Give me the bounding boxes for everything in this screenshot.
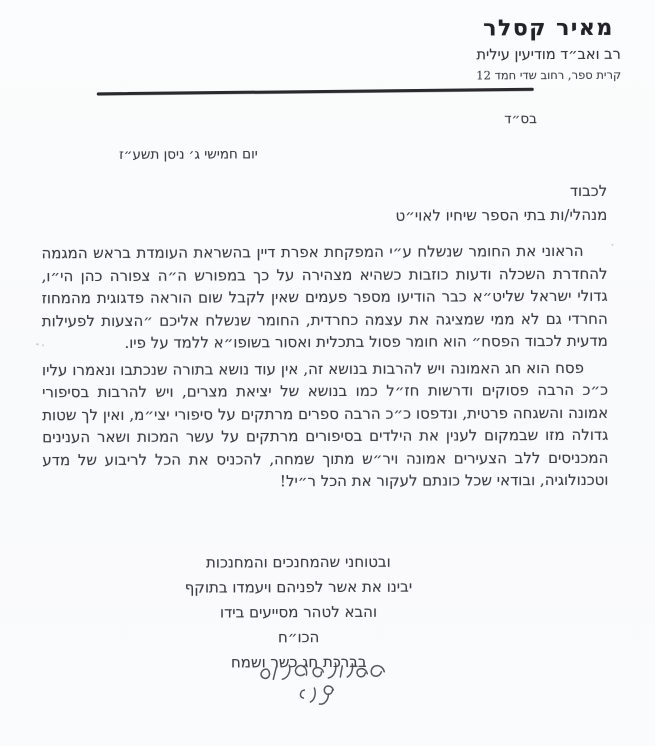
letterhead xyxy=(456,15,640,83)
body-paragraph-1: הראוני את החומר שנשלח ע״י המפקחת אפרת דיין בהשראת העומדת בראש המגמה להחדרת השכלה ודעות כוזבות כשהיא מצהירה על כך במפורש ה״ה צפורה כהן הי״ו, גדולי ישראל שליט״א כבר הודיעו מספר פעמים שאין לקבל שום הוראה פדגוגית מהמחוז החרדי גם לא ממי שמציגה את עצמה כחרדית, החומר שנשלח אליכם ״הצעות לפעילות מדעית לכבוד הפסח״ הוא חומר פסול בתכלית ואסור בשופו״א ללמד על פיו. xyxy=(41,241,608,352)
scan-speck xyxy=(36,343,39,345)
closing-line-1: ובטוחני שהמחנכים והמחנכות xyxy=(205,552,391,572)
recipient-block xyxy=(395,179,607,228)
scan-speck xyxy=(42,344,44,346)
closing-line-2: יבינו את אשר לפניהם ויעמדו בתוקף xyxy=(184,577,413,597)
bsd-mark: בס״ד xyxy=(504,111,537,128)
signature-handwriting-icon xyxy=(236,652,391,711)
recipient-line: מנהלי/ות בתי הספר שיחיו לאוי״ט xyxy=(395,205,608,225)
closing-line-4: הכו״ח xyxy=(277,628,320,647)
body-paragraph-2: פסח הוא חג האמונה ויש להרבות בנושא זה, אין עוד נושא בתורה שנכתבו ונאמרו עליו כ״כ הרבה פסוקים ודרשות חז״ל כמו בנושא של יציאת מצרים, ויש להרבות בסיפורי אמונה והשגחה פרטית, ונדפסו כ״כ הרבה ספרים מרתקים על סיפורי יצי״מ, ואין לך שטות גדולה מזו שבמקום לענין את הילדים בסיפורים מרתקים על עשר המכות ושאר הענינים המכניסים ללב הצעירים אמונה ויר״ש מתוך שמחה, להכניס את הכל לריבוע של מדע וטכנולוגיה, ובודאי שכל כונתם לעקור את הכל ר״יל! xyxy=(41,358,609,491)
letter-body xyxy=(41,240,608,498)
date-line: יום חמישי ג׳ ניסן תשע״ז xyxy=(119,146,258,163)
closing-line-5: בברכת חג כשר ושמח xyxy=(230,652,367,672)
letterhead-divider-line xyxy=(97,88,534,96)
letterhead-title: רב ואב״ד מודיעין עילית xyxy=(476,46,621,64)
closing-line-3: והבא לטהר מסייעים בידו xyxy=(219,602,378,622)
scan-speck xyxy=(611,244,613,246)
letterhead-name: מאיר קסלר xyxy=(483,14,614,42)
letterhead-address: קרית ספר, רחוב שדי חמד 12 xyxy=(476,67,622,83)
salutation: לכבוד xyxy=(569,181,608,200)
